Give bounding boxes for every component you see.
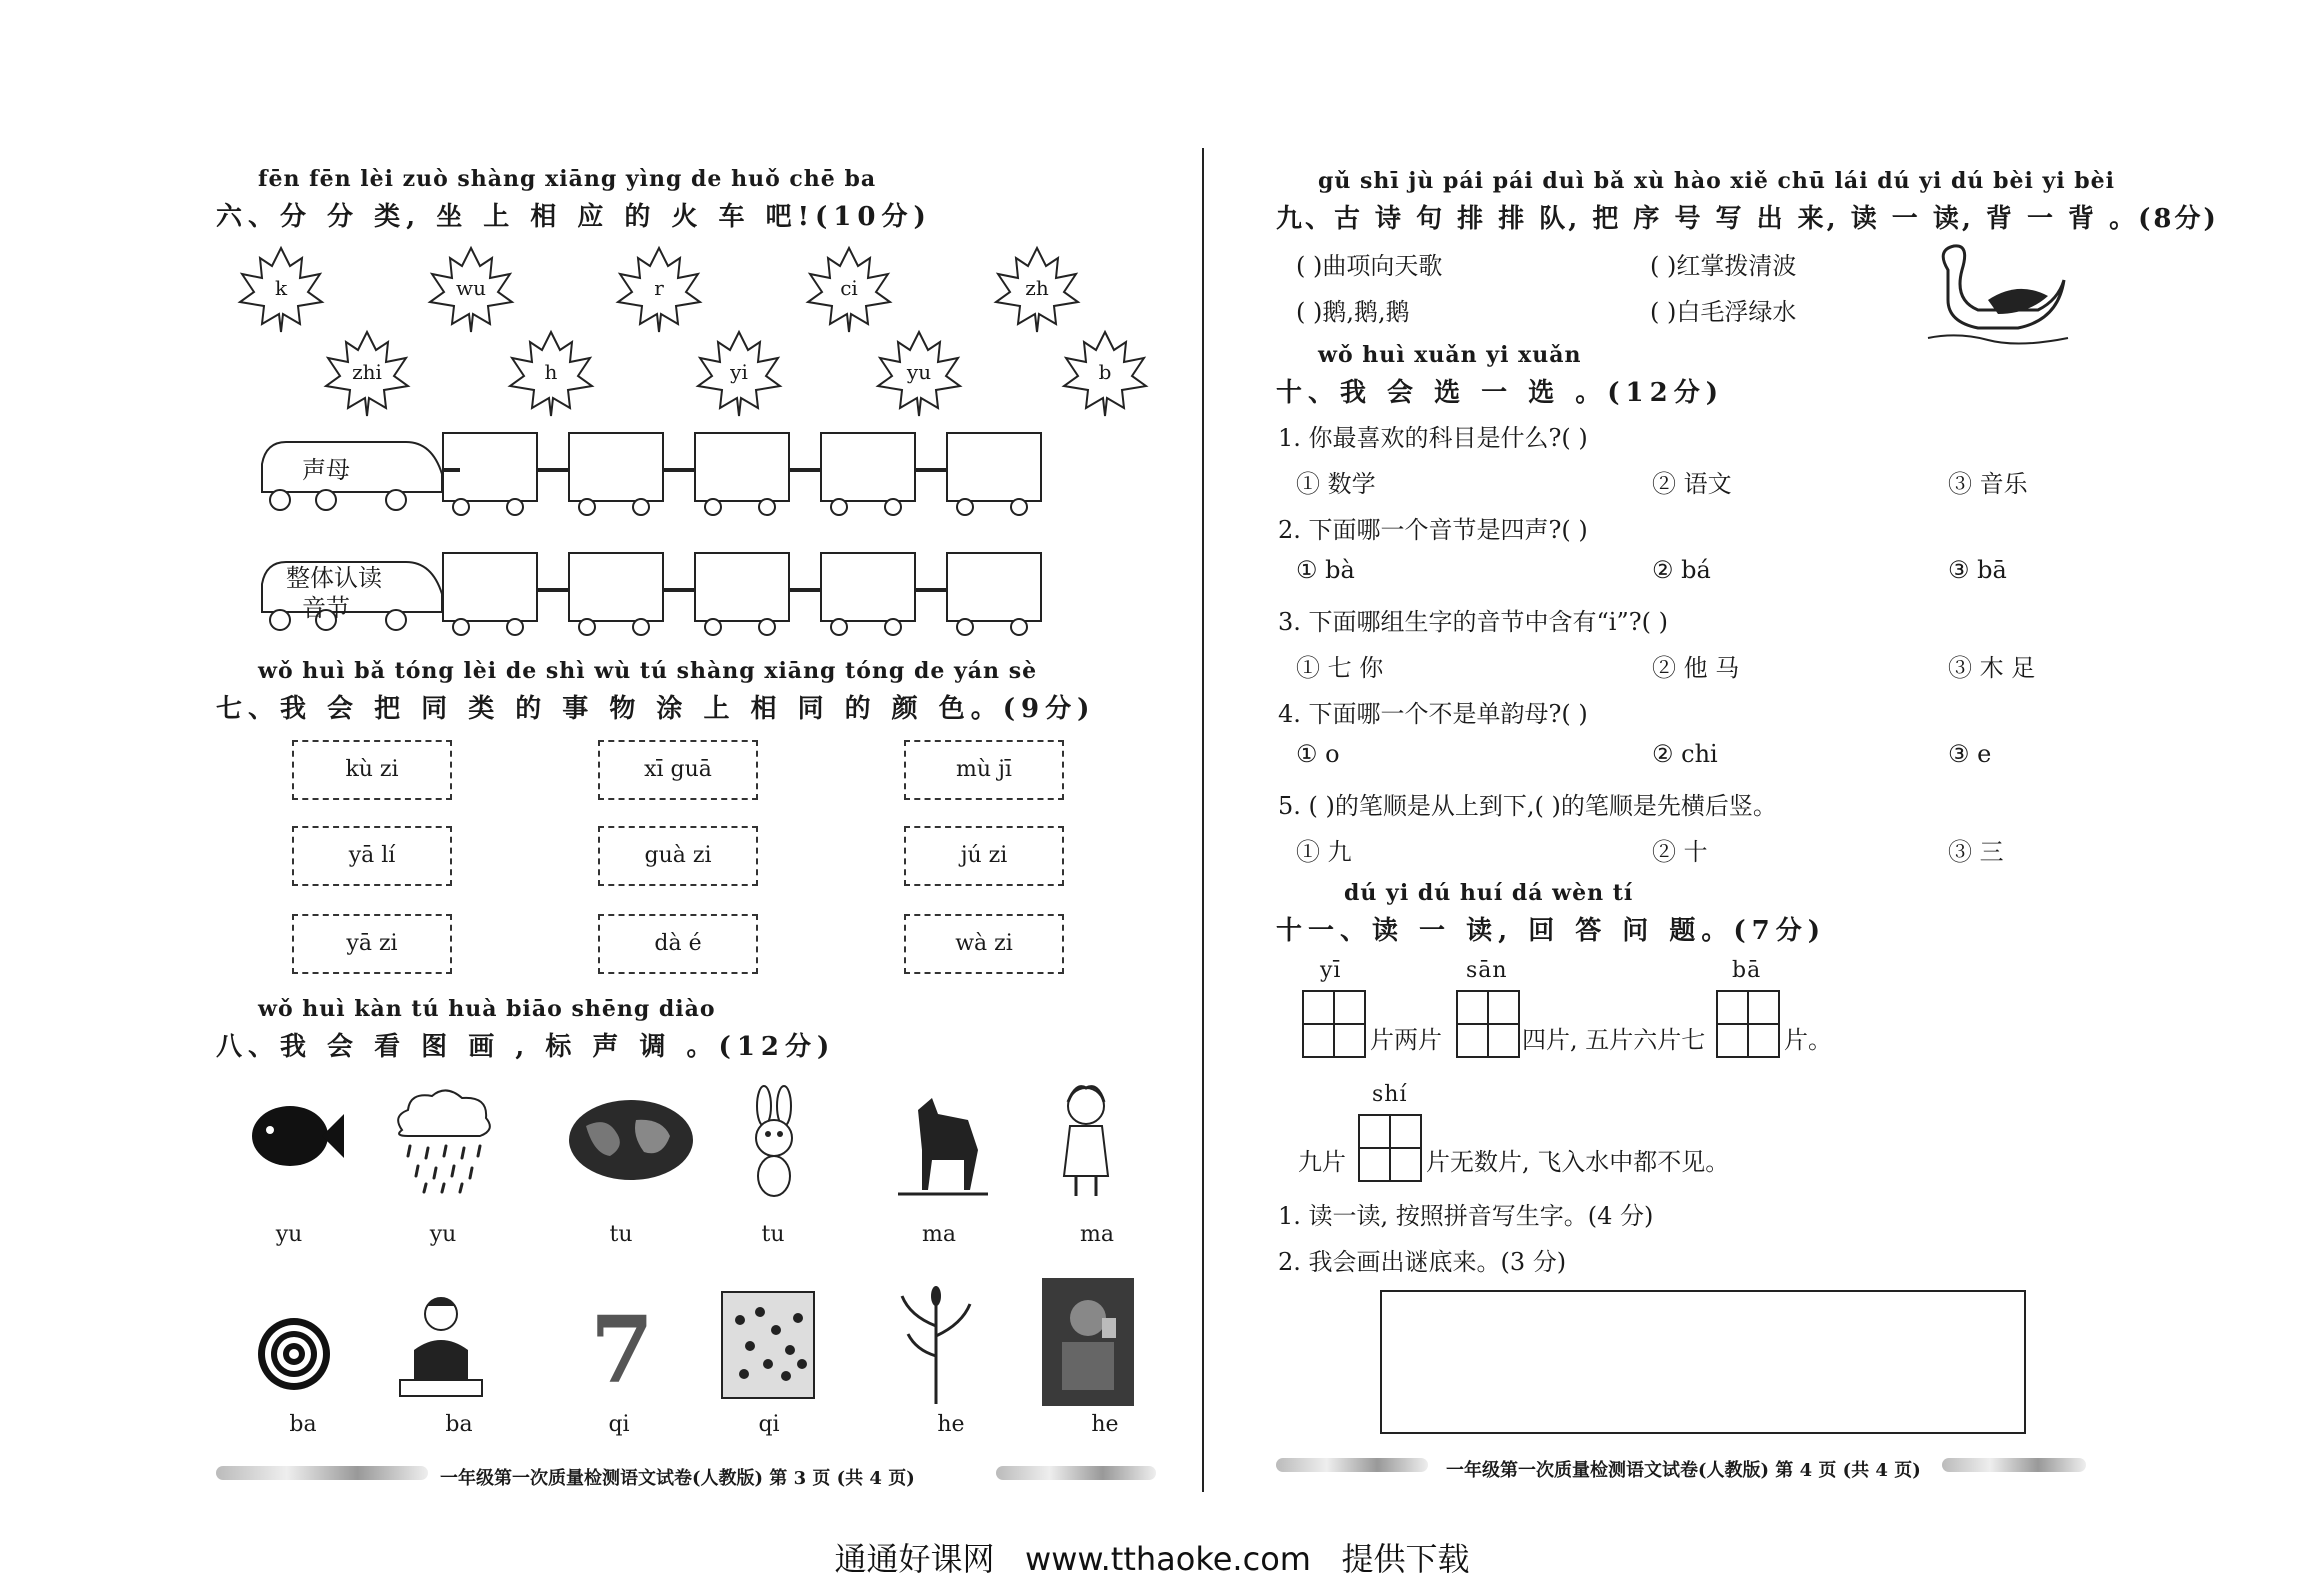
color-box-label: jú zi bbox=[960, 843, 1008, 868]
color-box[interactable] bbox=[904, 740, 1064, 800]
q6-pinyin: fēn fēn lèi zuò shàng xiāng yìng de huǒ chē ba bbox=[258, 166, 877, 192]
poem-line[interactable]: ( )鹅,鹅,鹅 bbox=[1296, 298, 1410, 326]
footer-decoration bbox=[996, 1466, 1156, 1480]
wagon-slot[interactable] bbox=[946, 552, 1042, 622]
mc-option[interactable]: ① 九 bbox=[1296, 838, 1352, 866]
leaf-label: yi bbox=[730, 360, 748, 384]
drawing-box[interactable] bbox=[1380, 1290, 2026, 1434]
color-box[interactable] bbox=[292, 740, 452, 800]
leaf-card[interactable] bbox=[992, 244, 1082, 334]
coupler bbox=[788, 588, 820, 592]
mc-option[interactable]: ② bá bbox=[1652, 556, 1711, 584]
wheel bbox=[578, 498, 596, 516]
leaf-card[interactable] bbox=[804, 244, 894, 334]
leaf-card[interactable] bbox=[614, 244, 704, 334]
mc-option[interactable]: ② chi bbox=[1652, 740, 1718, 768]
wheel bbox=[884, 618, 902, 636]
leaf-label: zh bbox=[1025, 276, 1049, 300]
wheel bbox=[506, 618, 524, 636]
rain-cloud-icon bbox=[388, 1086, 498, 1196]
q6-title: 六、分 分 类, 坐 上 相 应 的 火 车 吧!(10分) bbox=[216, 202, 932, 232]
leaf-card[interactable] bbox=[426, 244, 516, 334]
wheat-plant-icon bbox=[896, 1286, 976, 1406]
color-box[interactable] bbox=[598, 740, 758, 800]
color-box-label: mù jī bbox=[956, 757, 1012, 782]
mc-question: 1. 你最喜欢的科目是什么?( ) bbox=[1278, 424, 1588, 452]
q10-pinyin: wǒ huì xuǎn yi xuǎn bbox=[1318, 342, 1582, 368]
mc-option[interactable]: ② 语文 bbox=[1652, 470, 1732, 498]
fish-icon bbox=[246, 1096, 346, 1176]
color-box[interactable] bbox=[292, 826, 452, 886]
pinyin-hint: bā bbox=[1732, 958, 1762, 983]
coupler bbox=[536, 588, 568, 592]
wheel bbox=[704, 618, 722, 636]
q11-pinyin: dú yi dú huí dá wèn tí bbox=[1344, 880, 1634, 906]
wheel bbox=[704, 498, 722, 516]
leaf-label: wu bbox=[456, 276, 486, 300]
coupler bbox=[662, 468, 694, 472]
q11-title: 十一、读 一 读, 回 答 问 题。(7分) bbox=[1276, 916, 1827, 946]
wheel bbox=[1010, 618, 1028, 636]
riddle-text: 四片, 五片六片七 bbox=[1522, 1026, 1706, 1054]
leaf-label: h bbox=[544, 360, 558, 384]
train-label-line1: 整体认读 bbox=[286, 564, 382, 592]
leaf-card[interactable] bbox=[506, 328, 596, 418]
wagon-slot[interactable] bbox=[442, 432, 538, 502]
mc-option[interactable]: ① o bbox=[1296, 740, 1340, 768]
wheel bbox=[830, 498, 848, 516]
mother-icon bbox=[1046, 1080, 1126, 1200]
coupler bbox=[536, 468, 568, 472]
right-page-footer: 一年级第一次质量检测语文试卷(人教版) 第 4 页 (共 4 页) bbox=[1446, 1460, 1921, 1481]
writing-grid[interactable] bbox=[1358, 1114, 1422, 1182]
leaf-label: r bbox=[654, 276, 664, 300]
chess-board-icon bbox=[720, 1290, 816, 1400]
sub-question: 2. 我会画出谜底来。(3 分) bbox=[1278, 1248, 1567, 1276]
train-label: 声母 bbox=[302, 456, 350, 484]
left-page-footer: 一年级第一次质量检测语文试卷(人教版) 第 3 页 (共 4 页) bbox=[440, 1468, 915, 1489]
color-box-label: yā lí bbox=[348, 843, 396, 868]
riddle-text: 片。 bbox=[1784, 1026, 1832, 1054]
writing-grid[interactable] bbox=[1456, 990, 1520, 1058]
drinking-photo-icon bbox=[1042, 1278, 1134, 1406]
leaf-label: b bbox=[1098, 360, 1112, 384]
q9-pinyin: gǔ shī jù pái pái duì bǎ xù hào xiě chū lái dú yi dú bèi yi bèi bbox=[1318, 168, 2116, 194]
pic-caption: yu bbox=[429, 1222, 457, 1247]
locomotive-icon bbox=[256, 434, 446, 514]
mc-question: 4. 下面哪一个不是单韵母?( ) bbox=[1278, 700, 1588, 728]
color-box-label: wà zi bbox=[955, 931, 1013, 956]
writing-grid[interactable] bbox=[1302, 990, 1366, 1058]
pic-caption: ma bbox=[1080, 1222, 1114, 1247]
poem-line[interactable]: ( )白毛浮绿水 bbox=[1650, 298, 1797, 326]
leaf-card[interactable] bbox=[236, 244, 326, 334]
wheel bbox=[956, 618, 974, 636]
q9-title: 九、古 诗 句 排 排 队, 把 序 号 写 出 来, 读 一 读, 背 一 背 。(8分) bbox=[1276, 204, 2219, 234]
color-box-label: dà é bbox=[654, 931, 702, 956]
pic-caption: tu bbox=[609, 1222, 633, 1247]
pic-caption: ba bbox=[289, 1412, 317, 1437]
coupler bbox=[662, 588, 694, 592]
wagon-slot[interactable] bbox=[820, 432, 916, 502]
mc-question: 2. 下面哪一个音节是四声?( ) bbox=[1278, 516, 1588, 544]
mc-question: 5. ( )的笔顺是从上到下,( )的笔顺是先横后竖。 bbox=[1278, 792, 1777, 820]
riddle-text: 片两片 bbox=[1370, 1026, 1442, 1054]
pic-caption: ma bbox=[922, 1222, 956, 1247]
pic-caption: ba bbox=[445, 1412, 473, 1437]
leaf-card[interactable] bbox=[1060, 328, 1150, 418]
father-phone-icon bbox=[396, 1290, 486, 1400]
coupler bbox=[788, 468, 820, 472]
q8-pinyin: wǒ huì kàn tú huà biāo shēng diào bbox=[258, 996, 716, 1022]
pinyin-hint: sān bbox=[1466, 958, 1508, 983]
leaf-card[interactable] bbox=[874, 328, 964, 418]
wheel bbox=[632, 498, 650, 516]
pic-caption: qi bbox=[608, 1412, 630, 1437]
mc-option[interactable]: ② 十 bbox=[1652, 838, 1708, 866]
color-box-label: yā zi bbox=[346, 931, 398, 956]
sub-question: 1. 读一读, 按照拼音写生字。(4 分) bbox=[1278, 1202, 1654, 1230]
color-box[interactable] bbox=[292, 914, 452, 974]
wheel bbox=[1010, 498, 1028, 516]
mc-option[interactable]: ③ 三 bbox=[1948, 838, 2004, 866]
rabbit-icon bbox=[734, 1084, 814, 1204]
wheel bbox=[884, 498, 902, 516]
pic-caption: he bbox=[937, 1412, 965, 1437]
coupler bbox=[914, 468, 946, 472]
pic-caption: yu bbox=[275, 1222, 303, 1247]
mc-option[interactable]: ③ bā bbox=[1948, 556, 2007, 584]
wagon-slot[interactable] bbox=[694, 552, 790, 622]
train-shengmu bbox=[256, 428, 1056, 528]
pic-caption: he bbox=[1091, 1412, 1119, 1437]
q10-title: 十、我 会 选 一 选 。(12分) bbox=[1276, 378, 1725, 408]
wheel bbox=[632, 618, 650, 636]
wagon-slot[interactable] bbox=[442, 552, 538, 622]
leaf-label: zhi bbox=[352, 360, 382, 384]
leaf-card[interactable] bbox=[322, 328, 412, 418]
pinyin-hint: yī bbox=[1320, 958, 1342, 983]
wagon-slot[interactable] bbox=[694, 432, 790, 502]
wagon-slot[interactable] bbox=[568, 552, 664, 622]
target-icon bbox=[254, 1314, 334, 1394]
map-image-icon bbox=[566, 1096, 696, 1184]
color-box[interactable] bbox=[904, 826, 1064, 886]
page-divider bbox=[1202, 148, 1204, 1492]
color-box-label: xī guā bbox=[644, 757, 712, 782]
color-box[interactable] bbox=[598, 826, 758, 886]
footer-decoration bbox=[1276, 1458, 1428, 1472]
wheel bbox=[830, 618, 848, 636]
pic-caption: qi bbox=[758, 1412, 780, 1437]
pinyin-hint: shí bbox=[1372, 1082, 1408, 1107]
wheel bbox=[578, 618, 596, 636]
wheel bbox=[758, 498, 776, 516]
leaf-label: yu bbox=[906, 360, 932, 384]
mc-question: 3. 下面哪组生字的音节中含有“i”?( ) bbox=[1278, 608, 1668, 636]
footer-decoration bbox=[1942, 1458, 2086, 1472]
wheel bbox=[956, 498, 974, 516]
mc-option[interactable]: ② 他 马 bbox=[1652, 654, 1740, 682]
leaf-card[interactable] bbox=[694, 328, 784, 418]
mc-option[interactable]: ① 数学 bbox=[1296, 470, 1376, 498]
writing-grid[interactable] bbox=[1716, 990, 1780, 1058]
wagon-slot[interactable] bbox=[820, 552, 916, 622]
wheel bbox=[452, 498, 470, 516]
mc-option[interactable]: ③ 木 足 bbox=[1948, 654, 2036, 682]
riddle-text: 片无数片, 飞入水中都不见。 bbox=[1426, 1148, 1730, 1176]
poem-line[interactable]: ( )曲项向天歌 bbox=[1296, 252, 1443, 280]
site-credit: 通通好课网 www.tthaoke.com 提供下载 bbox=[834, 1540, 1470, 1578]
color-box-label: guà zi bbox=[644, 843, 712, 868]
q7-title: 七、我 会 把 同 类 的 事 物 涂 上 相 同 的 颜 色。(9分) bbox=[216, 694, 1096, 724]
color-box[interactable] bbox=[598, 914, 758, 974]
footer-decoration bbox=[216, 1466, 428, 1480]
leaf-label: ci bbox=[840, 276, 858, 300]
riddle-text: 九片 bbox=[1298, 1148, 1346, 1176]
leaf-label: k bbox=[274, 276, 288, 300]
mc-option[interactable]: ① 七 你 bbox=[1296, 654, 1384, 682]
coupler bbox=[914, 588, 946, 592]
mc-option[interactable]: ③ 音乐 bbox=[1948, 470, 2028, 498]
swan-icon bbox=[1918, 240, 2078, 350]
wagon-slot[interactable] bbox=[568, 432, 664, 502]
mc-option[interactable]: ① bà bbox=[1296, 556, 1355, 584]
train-label-line2: 音节 bbox=[302, 594, 350, 622]
color-box-label: kù zi bbox=[345, 757, 399, 782]
mc-option[interactable]: ③ e bbox=[1948, 740, 1992, 768]
seven-digit-image: 7 bbox=[590, 1296, 655, 1404]
poem-line[interactable]: ( )红掌拨清波 bbox=[1650, 252, 1797, 280]
horse-icon bbox=[898, 1090, 988, 1200]
wheel bbox=[758, 618, 776, 636]
color-box[interactable] bbox=[904, 914, 1064, 974]
q7-pinyin: wǒ huì bǎ tóng lèi de shì wù tú shàng xiāng tóng de yán sè bbox=[258, 658, 1038, 684]
wheel bbox=[506, 498, 524, 516]
q8-title: 八、我 会 看 图 画 , 标 声 调 。(12分) bbox=[216, 1032, 836, 1062]
train-zhengti bbox=[256, 548, 1056, 648]
wheel bbox=[452, 618, 470, 636]
pic-caption: tu bbox=[761, 1222, 785, 1247]
wagon-slot[interactable] bbox=[946, 432, 1042, 502]
